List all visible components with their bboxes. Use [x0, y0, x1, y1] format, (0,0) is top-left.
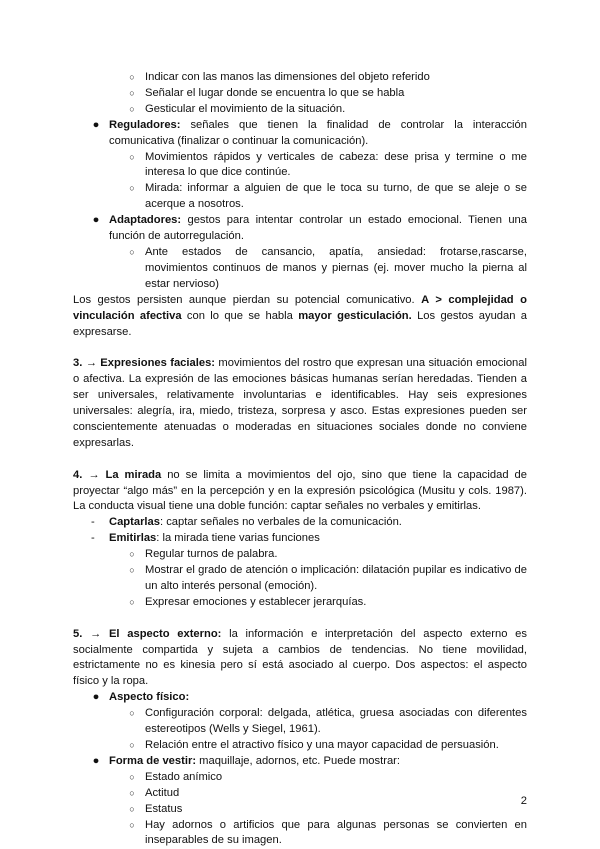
bullet-icon: ●: [92, 691, 100, 704]
hollow-bullet-icon: ○: [129, 740, 135, 751]
list-item: - Captarlas: captar señales no verbales de la comunicación.: [73, 515, 527, 531]
list-item: ○ Mirada: informar a alguien de que le toca su turno, de que se aleje o se acerque a nosotros.: [73, 181, 527, 213]
list-item: ○ Señalar el lugar donde se encuentra lo que se habla: [73, 86, 527, 102]
hollow-bullet-icon: ○: [129, 549, 135, 560]
list-item: ○ Indicar con las manos las dimensiones del objeto referido: [73, 70, 527, 86]
page-number: 2: [520, 795, 527, 807]
spacer: [73, 611, 527, 627]
hollow-bullet-icon: ○: [129, 787, 135, 798]
hollow-bullet-icon: ○: [129, 103, 135, 114]
list-item: - Emitirlas: la mirada tiene varias funciones: [73, 531, 527, 547]
hollow-bullet-icon: ○: [129, 596, 135, 607]
dash-bullet-icon: -: [91, 532, 95, 545]
list-item: ○ Expresar emociones y establecer jerarquías.: [73, 595, 527, 611]
reguladores-item: ● Reguladores: señales que tienen la finalidad de controlar la interacción comunicativa (finalizar o continuar la comunicación).: [73, 118, 527, 150]
list-item: ○ Mostrar el grado de atención o implicación: dilatación pupilar es indicativo de un alto interés personal (emoción).: [73, 563, 527, 595]
list-item: ○ Movimientos rápidos y verticales de cabeza: dese prisa y termine o me interesa lo que dice continúe.: [73, 150, 527, 182]
dash-bullet-icon: -: [91, 516, 95, 529]
list-item: ○ Ante estados de cansancio, apatía, ansiedad: frotarse,rascarse, movimientos continuos de manos y piernas (ej. mover mucho la pierna al estar nervioso): [73, 245, 527, 293]
hollow-bullet-icon: ○: [129, 151, 135, 162]
hollow-bullet-icon: ○: [129, 771, 135, 782]
aspecto-fisico-item: ● Aspecto físico:: [73, 690, 527, 706]
list-item: ○ Estado anímico: [73, 770, 527, 786]
gesture-types-list: [73, 118, 527, 293]
spacer: [73, 340, 527, 356]
bullet-icon: ●: [92, 214, 100, 227]
list-item: ○ Estatus: [73, 802, 527, 818]
hollow-bullet-icon: ○: [129, 246, 135, 257]
list-item: ○ Hay adornos o artificios que para algunas personas se convierten en inseparables de su imagen.: [73, 818, 527, 849]
list-item: ○ Relación entre el atractivo físico y una mayor capacidad de persuasión.: [73, 738, 527, 754]
hollow-bullet-icon: ○: [129, 819, 135, 830]
hollow-bullet-icon: ○: [129, 565, 135, 576]
aspecto-externo-list: [73, 690, 527, 849]
hollow-bullet-icon: ○: [129, 87, 135, 98]
document-page: [73, 70, 527, 849]
mirada-list: [73, 515, 527, 610]
section-4-paragraph: 4. → La mirada no se limita a movimientos del ojo, sino que tiene la capacidad de proyectar “algo más” en la percepción y en la expresión psicológica (Musitu y cols. 1987). La conducta visual tiene una doble función: captar señales no verbales y emitirlas.: [73, 468, 527, 513]
hollow-bullet-icon: ○: [129, 708, 135, 719]
bullet-icon: ●: [92, 754, 100, 767]
list-item: ○ Gesticular el movimiento de la situación.: [73, 102, 527, 118]
hollow-bullet-icon: ○: [129, 183, 135, 194]
hollow-bullet-icon: ○: [129, 803, 135, 814]
adaptadores-item: ● Adaptadores: gestos para intentar controlar un estado emocional. Tienen una función de autorregulación.: [73, 213, 527, 245]
hollow-bullet-icon: ○: [129, 72, 135, 82]
forma-vestir-item: ● Forma de vestir: maquillaje, adornos, etc. Puede mostrar:: [73, 754, 527, 770]
bullet-icon: ●: [92, 118, 100, 131]
list-item: ○ Actitud: [73, 786, 527, 802]
list-item: ○ Regular turnos de palabra.: [73, 547, 527, 563]
section-5-paragraph: 5. → El aspecto externo: la información e interpretación del aspecto externo es socialmente compartida y sujeta a cambios de tendencias. No tiene movilidad, estrictamente no es kinesia pero sí está asociado al cuerpo. Dos aspectos: el aspecto físico y la ropa.: [73, 627, 527, 688]
section-3-paragraph: 3. → Expresiones faciales: movimientos del rostro que expresan una situación emocional o afectiva. La expresión de las emociones básicas humanas serían heredadas. Tienden a ser universales, relativamente involuntarias e identificables. Hay seis expresiones universales: alegría, ira, miedo, tristeza, sorpresa y asco. Estas expresiones pueden ser conscientemente atenuadas o moderadas en situaciones sociales donde no conviene expresarlas.: [73, 357, 527, 449]
spacer: [73, 452, 527, 468]
top-sub-list: [73, 70, 527, 118]
gestos-paragraph: Los gestos persisten aunque pierdan su potencial comunicativo. A > complejidad o vinculación afectiva con lo que se habla mayor gesticulación. Los gestos ayudan a expresarse.: [73, 293, 528, 338]
list-item: ○ Configuración corporal: delgada, atlética, gruesa asociadas con diferentes estereotipos (Wells y Siegel, 1961).: [73, 706, 527, 738]
